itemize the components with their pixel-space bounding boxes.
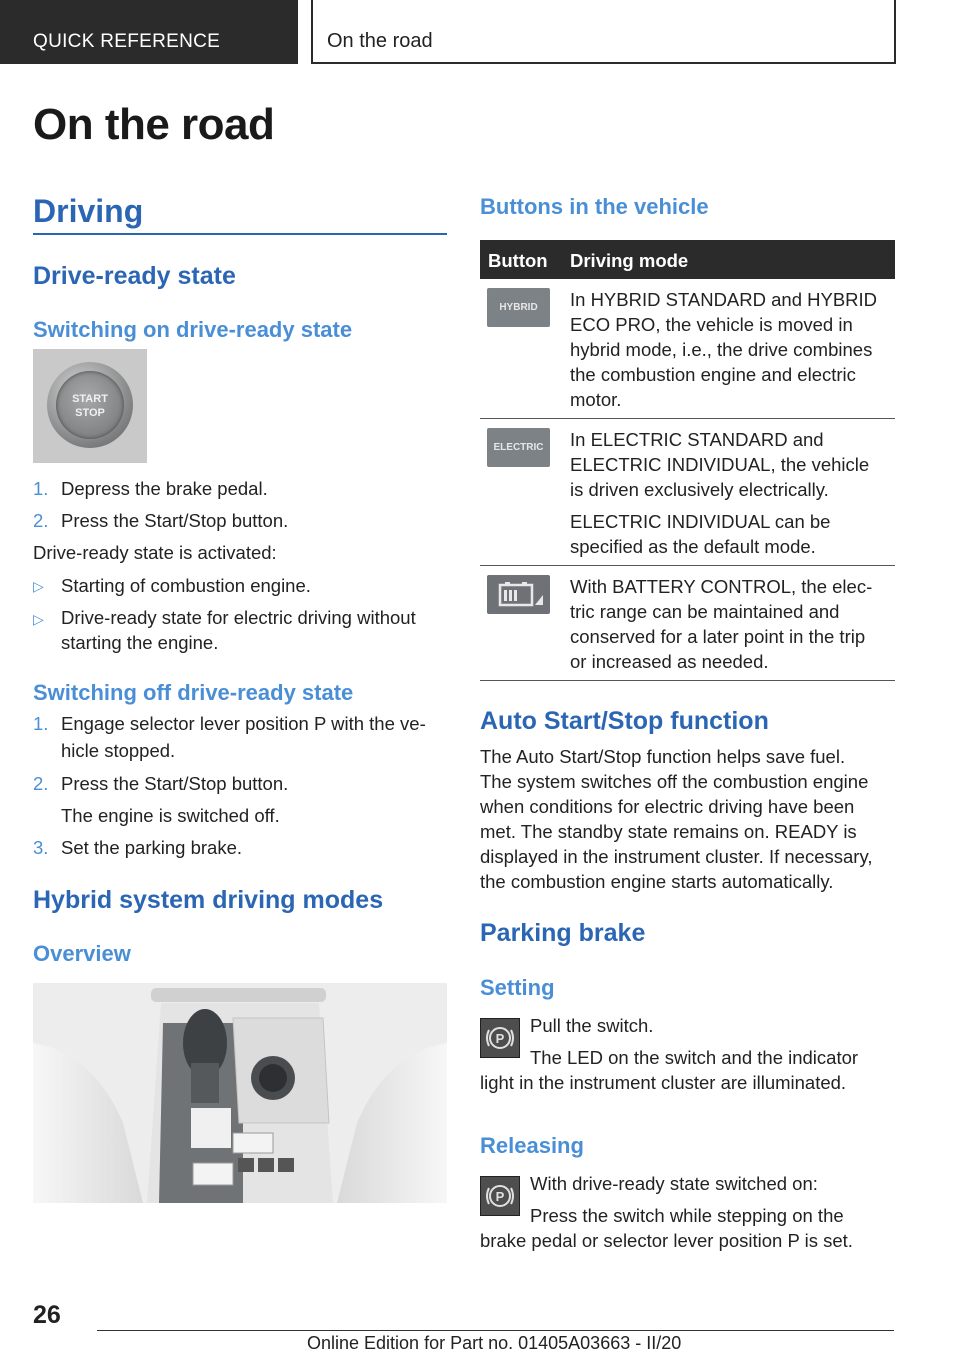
battery-desc-3: conserved for a later point in the trip (570, 626, 866, 647)
electric-desc-2: ELECTRIC INDIVIDUAL, the vehicle (570, 454, 870, 475)
step-number: 1. (33, 478, 49, 499)
auto-text-1: The Auto Start/Stop function helps save fuel. (480, 746, 846, 767)
center-console-image (33, 983, 447, 1203)
step-number: 1. (33, 713, 49, 734)
table-row-divider (480, 565, 895, 566)
parking-brake-icon (481, 1177, 519, 1215)
electric-desc-3: is driven exclusively electrically. (570, 479, 829, 500)
section-label: QUICK REFERENCE (33, 31, 221, 52)
switch-off-heading: Switching off drive-ready state (33, 680, 354, 705)
setting-text-3: light in the instrument cluster are illuminated. (480, 1072, 847, 1093)
table-row-divider (480, 418, 895, 419)
setting-text-2: The LED on the switch and the indicator (530, 1047, 859, 1068)
switch-off-step-3: Set the parking brake. (61, 837, 242, 858)
activated-bullet-1: Starting of combustion engine. (61, 575, 311, 596)
start-stop-button-image (33, 349, 147, 463)
auto-text-5: displayed in the instrument cluster. If necessary, (480, 846, 873, 867)
hybrid-button-label: HYBRID (499, 302, 538, 313)
electric-button-label: ELECTRIC (493, 442, 544, 453)
parking-brake-switch-icon (480, 1176, 520, 1216)
hybrid-desc-2: ECO PRO, the vehicle is moved in (570, 314, 853, 335)
releasing-text-2: Press the switch while stepping on the (530, 1205, 844, 1226)
svg-text:P: P (495, 1031, 505, 1046)
hybrid-modes-heading: Hybrid system driving modes (33, 886, 384, 914)
setting-text-1: Pull the switch. (530, 1015, 654, 1036)
battery-control-icon (487, 575, 550, 614)
start-stop-ring (47, 362, 133, 448)
auto-text-6: the combustion engine starts automatically. (480, 871, 834, 892)
activated-text: Drive-ready state is activated: (33, 542, 277, 563)
footer-edition: Online Edition for Part no. 01405A03663 - II/20 (307, 1333, 682, 1353)
activated-bullet-2-cont: starting the engine. (61, 632, 219, 653)
electric-extra-1: ELECTRIC INDIVIDUAL can be (570, 511, 831, 532)
switch-on-step-1: Depress the brake pedal. (61, 478, 268, 499)
switch-on-step-2: Press the Start/Stop button. (61, 510, 289, 531)
switch-on-heading: Switching on drive-ready state (33, 317, 353, 342)
console-drawing (33, 983, 447, 1203)
electric-desc-1: In ELECTRIC STANDARD and (570, 429, 824, 450)
footer-rule (97, 1330, 894, 1331)
switch-off-step-2-note: The engine is switched off. (61, 805, 280, 826)
bullet-triangle-icon: ▷ (33, 611, 44, 627)
table-header-button: Button (488, 250, 548, 271)
switch-off-step-1: Engage selector lever position P with the ve‐ (61, 713, 426, 734)
step-number: 3. (33, 837, 49, 858)
auto-text-3: when conditions for electric driving have been (480, 796, 855, 817)
step-number: 2. (33, 773, 49, 794)
hybrid-button-image (487, 288, 550, 327)
battery-desc-4: or increased as needed. (570, 651, 769, 672)
releasing-text-1: With drive-ready state switched on: (530, 1173, 818, 1194)
auto-text-2: The system switches off the combustion engine (480, 771, 869, 792)
electric-button-image (487, 428, 550, 467)
hybrid-desc-5: motor. (570, 389, 622, 410)
chapter-label: On the road (327, 30, 433, 52)
activated-bullet-2: Drive-ready state for electric driving without (61, 607, 416, 628)
section-tab (0, 0, 298, 64)
page-number: 26 (33, 1301, 61, 1329)
setting-heading: Setting (480, 975, 555, 1000)
bullet-triangle-icon: ▷ (33, 578, 44, 594)
page-title: On the road (33, 100, 275, 149)
releasing-heading: Releasing (480, 1133, 584, 1158)
parking-brake-switch-icon (480, 1018, 520, 1058)
electric-extra-2: specified as the default mode. (570, 536, 816, 557)
start-stop-inner (56, 371, 124, 439)
driving-heading: Driving (33, 193, 144, 229)
parking-brake-icon (481, 1019, 519, 1057)
hybrid-desc-3: hybrid mode, i.e., the drive combines (570, 339, 873, 360)
step-number: 2. (33, 510, 49, 531)
auto-start-stop-heading: Auto Start/Stop function (480, 707, 769, 735)
buttons-heading: Buttons in the vehicle (480, 194, 709, 219)
releasing-text-3: brake pedal or selector lever position P is set. (480, 1230, 853, 1251)
table-header-mode: Driving mode (570, 250, 689, 271)
parking-brake-heading: Parking brake (480, 919, 646, 947)
hybrid-desc-4: the combustion engine and electric (570, 364, 856, 385)
battery-desc-2: tric range can be maintained and (570, 601, 840, 622)
driving-rule (33, 233, 447, 235)
auto-text-4: met. The standby state remains on. READY is (480, 821, 857, 842)
drive-ready-heading: Drive-ready state (33, 262, 236, 290)
switch-off-step-1-cont: hicle stopped. (61, 740, 176, 761)
battery-desc-1: With BATTERY CONTROL, the elec‐ (570, 576, 873, 597)
switch-off-step-2: Press the Start/Stop button. (61, 773, 289, 794)
svg-text:P: P (495, 1189, 505, 1204)
table-row-divider (480, 680, 895, 681)
overview-heading: Overview (33, 941, 131, 966)
battery-control-button-image (487, 575, 550, 614)
start-stop-label: START STOP (72, 393, 108, 419)
table-header (480, 240, 895, 279)
chapter-tab (311, 0, 896, 64)
hybrid-desc-1: In HYBRID STANDARD and HYBRID (570, 289, 878, 310)
